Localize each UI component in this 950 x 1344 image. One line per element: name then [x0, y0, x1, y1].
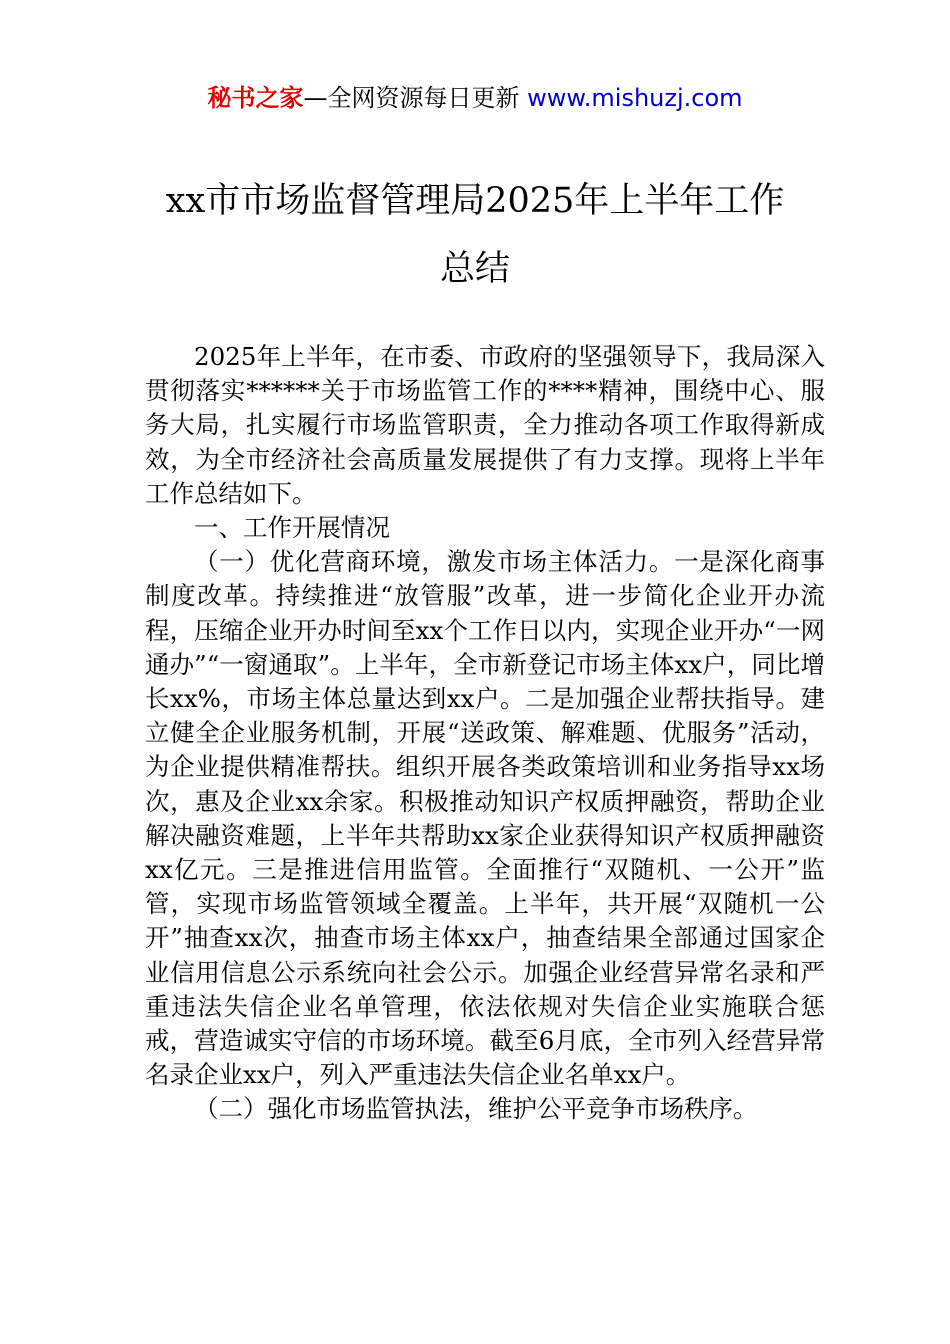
subsection-heading: （二）强化市场监管执法，维护公平竞争市场秩序。 [194, 1094, 758, 1124]
document-title-line-2: 总结 [439, 249, 510, 289]
site-url-link[interactable]: www.mishuzj.com [527, 84, 743, 112]
site-header [0, 78, 950, 118]
document-body [145, 340, 825, 1127]
intro-paragraph: 2025年上半年，在市委、市政府的坚强领导下，我局深入贯彻落实******关于市场监管工作的****精神，围绕中心、服务大局，扎实履行市场监管职责，全力推动各项工作取得新成效，为全市经济社会高质量发展提供了有力支撑。现将上半年工作总结如下。 [145, 342, 825, 508]
section-heading: 一、工作开展情况 [194, 513, 390, 543]
body-paragraph: （一）优化营商环境，激发市场主体活力。一是深化商事制度改革。持续推进“放管服”改革，进一步简化企业开办流程，压缩企业开办时间至xx个工作日以内，实现企业开办“一网通办”“一窗通取”。上半年，全市新登记市场主体xx户，同比增长xx%，市场主体总量达到xx户。二是加强企业帮扶指导。建立健全企业服务机制，开展“送政策、解难题、优服务”活动，为企业提供精准帮扶。组织开展各类政策培训和业务指导xx场次，惠及企业xx余家。积极推动知识产权质押融资，帮助企业解决融资难题，上半年共帮助xx家企业获得知识产权质押融资xx亿元。三是推进信用监管。全面推行“双随机、一公开”监管，实现市场监管领域全覆盖。上半年，共开展“双随机一公开”抽查xx次，抽查市场主体xx户，抽查结果全部通过国家企业信用信息公示系统向社会公示。加强企业经营异常名录和严重违法失信企业名单管理，依法依规对失信企业实施联合惩戒，营造诚实守信的市场环境。截至6月底，全市列入经营异常名录企业xx户，列入严重违法失信企业名单xx户。 [145, 547, 825, 1090]
document-title-line-1: xx市市场监督管理局2025年上半年工作 [165, 181, 785, 221]
site-brand: 秘书之家 [207, 84, 304, 112]
site-tagline: —全网资源每日更新 [303, 84, 520, 112]
